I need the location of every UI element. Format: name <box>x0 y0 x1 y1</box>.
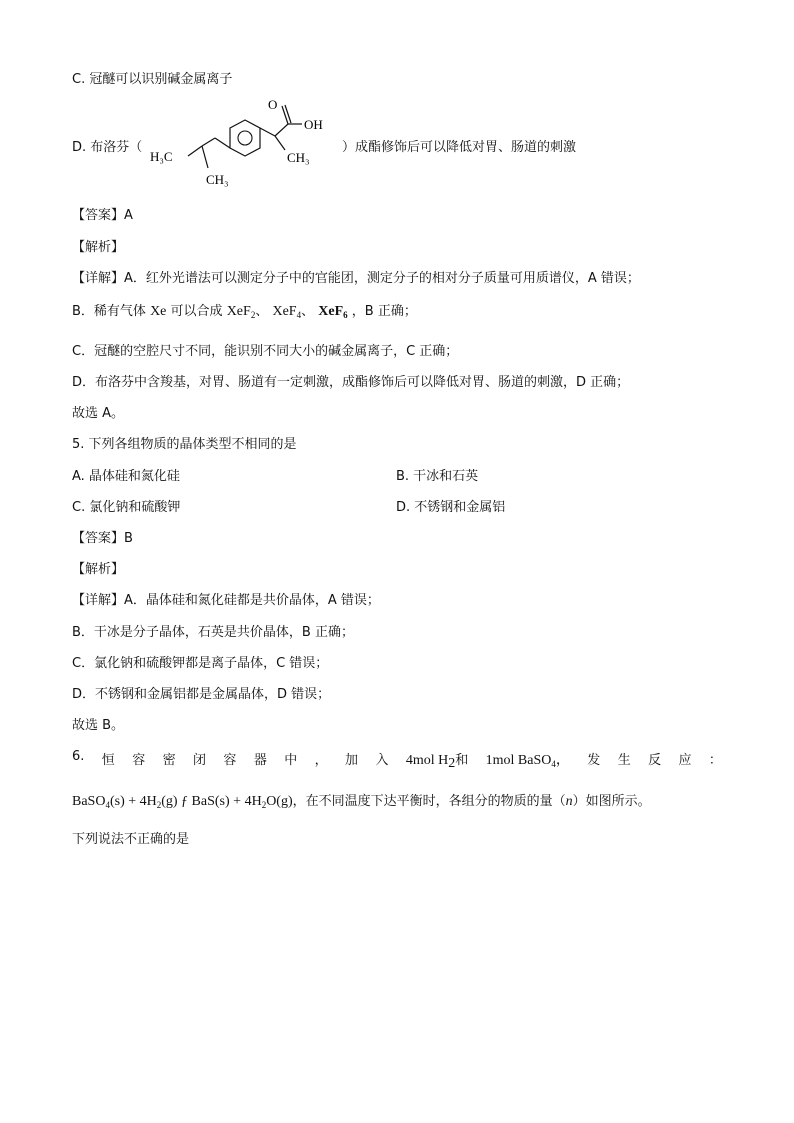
stem-char: 应 <box>678 753 692 768</box>
q6-equation <box>72 790 651 810</box>
stem-char: ： <box>708 753 722 768</box>
ch3-bottom-label: CH₃ <box>206 172 229 187</box>
q5-option-c: C. 氯化钠和硫酸钾 <box>72 500 181 515</box>
n-symbol: n <box>565 794 573 809</box>
separator: 、 <box>255 304 269 319</box>
detail-b-suffix: ，B 正确； <box>351 304 417 319</box>
xef6-formula: XeF$_6$ <box>318 304 348 320</box>
stem-char: 入 <box>375 753 389 768</box>
oxygen-label: O <box>268 98 278 112</box>
reagent-h2: 4mol $H_2$和 <box>405 753 469 771</box>
ch3-label: CH₃ <box>287 150 310 165</box>
q5-detail-a <box>72 589 380 608</box>
detail-a-text: A．红外光谱法可以测定分子中的官能团，测定分子的相对分子质量可用质谱仪，A 错误； <box>124 271 640 286</box>
ibuprofen-structure <box>150 98 340 190</box>
detail-a <box>72 267 640 286</box>
q5-option-b: B. 干冰和石英 <box>396 469 479 484</box>
stem-char: 容 <box>132 753 146 768</box>
q5-detail-b: B．干冰是分子晶体，石英是共价晶体，B 正确； <box>72 625 354 640</box>
option-c: C. 冠醚可以识别碱金属离子 <box>72 72 233 87</box>
answer-tag: 【答案】 <box>72 208 125 223</box>
detail-tag: 【详解】 <box>72 593 125 608</box>
xef2-formula: XeF$_2$ <box>226 304 256 320</box>
q5-detail-c: C．氯化钠和硫酸钾都是离子晶体，C 错误； <box>72 656 329 671</box>
stem-char: 密 <box>162 753 176 768</box>
option-d <box>72 136 142 155</box>
detail-c: C．冠醚的空腔尺寸不同，能识别不同大小的碱金属离子，C 正确； <box>72 344 459 359</box>
oh-label: OH <box>304 117 323 132</box>
separator: 、 <box>301 304 315 319</box>
xe-formula: Xe <box>150 304 167 319</box>
answer-value: B <box>124 531 133 546</box>
detail-b-mid: 可以合成 <box>170 304 223 319</box>
q6-stem <box>72 749 722 772</box>
conclusion: 故选 A。 <box>72 406 125 421</box>
detail-b-prefix: B．稀有气体 <box>72 304 146 319</box>
q5-analysis-tag: 【解析】 <box>72 562 125 577</box>
stem-char: 6. <box>72 749 85 764</box>
answer-tag: 【答案】 <box>72 531 125 546</box>
stem-char: 器 <box>253 753 267 768</box>
option-d-suffix: ）成酯修饰后可以降低对胃、肠道的刺激 <box>342 140 577 155</box>
q6-question: 下列说法不正确的是 <box>72 832 190 847</box>
detail-tag: 【详解】 <box>72 271 125 286</box>
equation-text: ，在不同温度下达平衡时，各组分的物质的量（ <box>292 794 566 809</box>
stem-char: 反 <box>648 753 662 768</box>
stem-char: 中 <box>284 753 298 768</box>
equation: BaSO$_4$(s) + $4H_2(g)$ ƒ $BaS(s) + 4H_2O(g)$ <box>72 794 293 810</box>
xef4-formula: XeF$_4$ <box>272 304 302 320</box>
stem-char: 闭 <box>193 753 207 768</box>
stem-char: 恒 <box>101 753 115 768</box>
detail-b <box>72 300 417 320</box>
option-d-prefix: D. 布洛芬（ <box>72 140 143 155</box>
detail-a-text: A．晶体硅和氮化硅都是共价晶体，A 错误； <box>124 593 380 608</box>
stem-char: 生 <box>617 753 631 768</box>
reagent-baso4: 1mol BaSO$_4$， <box>485 752 570 769</box>
stem-char: ， <box>314 753 328 768</box>
q5-conclusion: 故选 B。 <box>72 718 125 733</box>
stem-char: 发 <box>587 753 601 768</box>
stem-char: 容 <box>223 753 237 768</box>
q5-option-a: A. 晶体硅和氮化硅 <box>72 469 180 484</box>
answer-line <box>72 204 133 223</box>
h3c-label: H₃C <box>150 149 173 164</box>
q5-detail-d: D．不锈钢和金属铝都是金属晶体，D 错误； <box>72 687 331 702</box>
q5-option-d: D. 不锈钢和金属铝 <box>396 500 506 515</box>
equation-text2: ）如图所示。 <box>572 794 651 809</box>
analysis-tag: 【解析】 <box>72 240 125 255</box>
stem-char: 加 <box>345 753 359 768</box>
q5-stem: 5. 下列各组物质的晶体类型不相同的是 <box>72 437 297 452</box>
detail-d: D．布洛芬中含羧基，对胃、肠道有一定刺激，成酯修饰后可以降低对胃、肠道的刺激，D 正确； <box>72 375 630 390</box>
answer-value: A <box>124 208 133 223</box>
q5-answer-line <box>72 527 133 546</box>
